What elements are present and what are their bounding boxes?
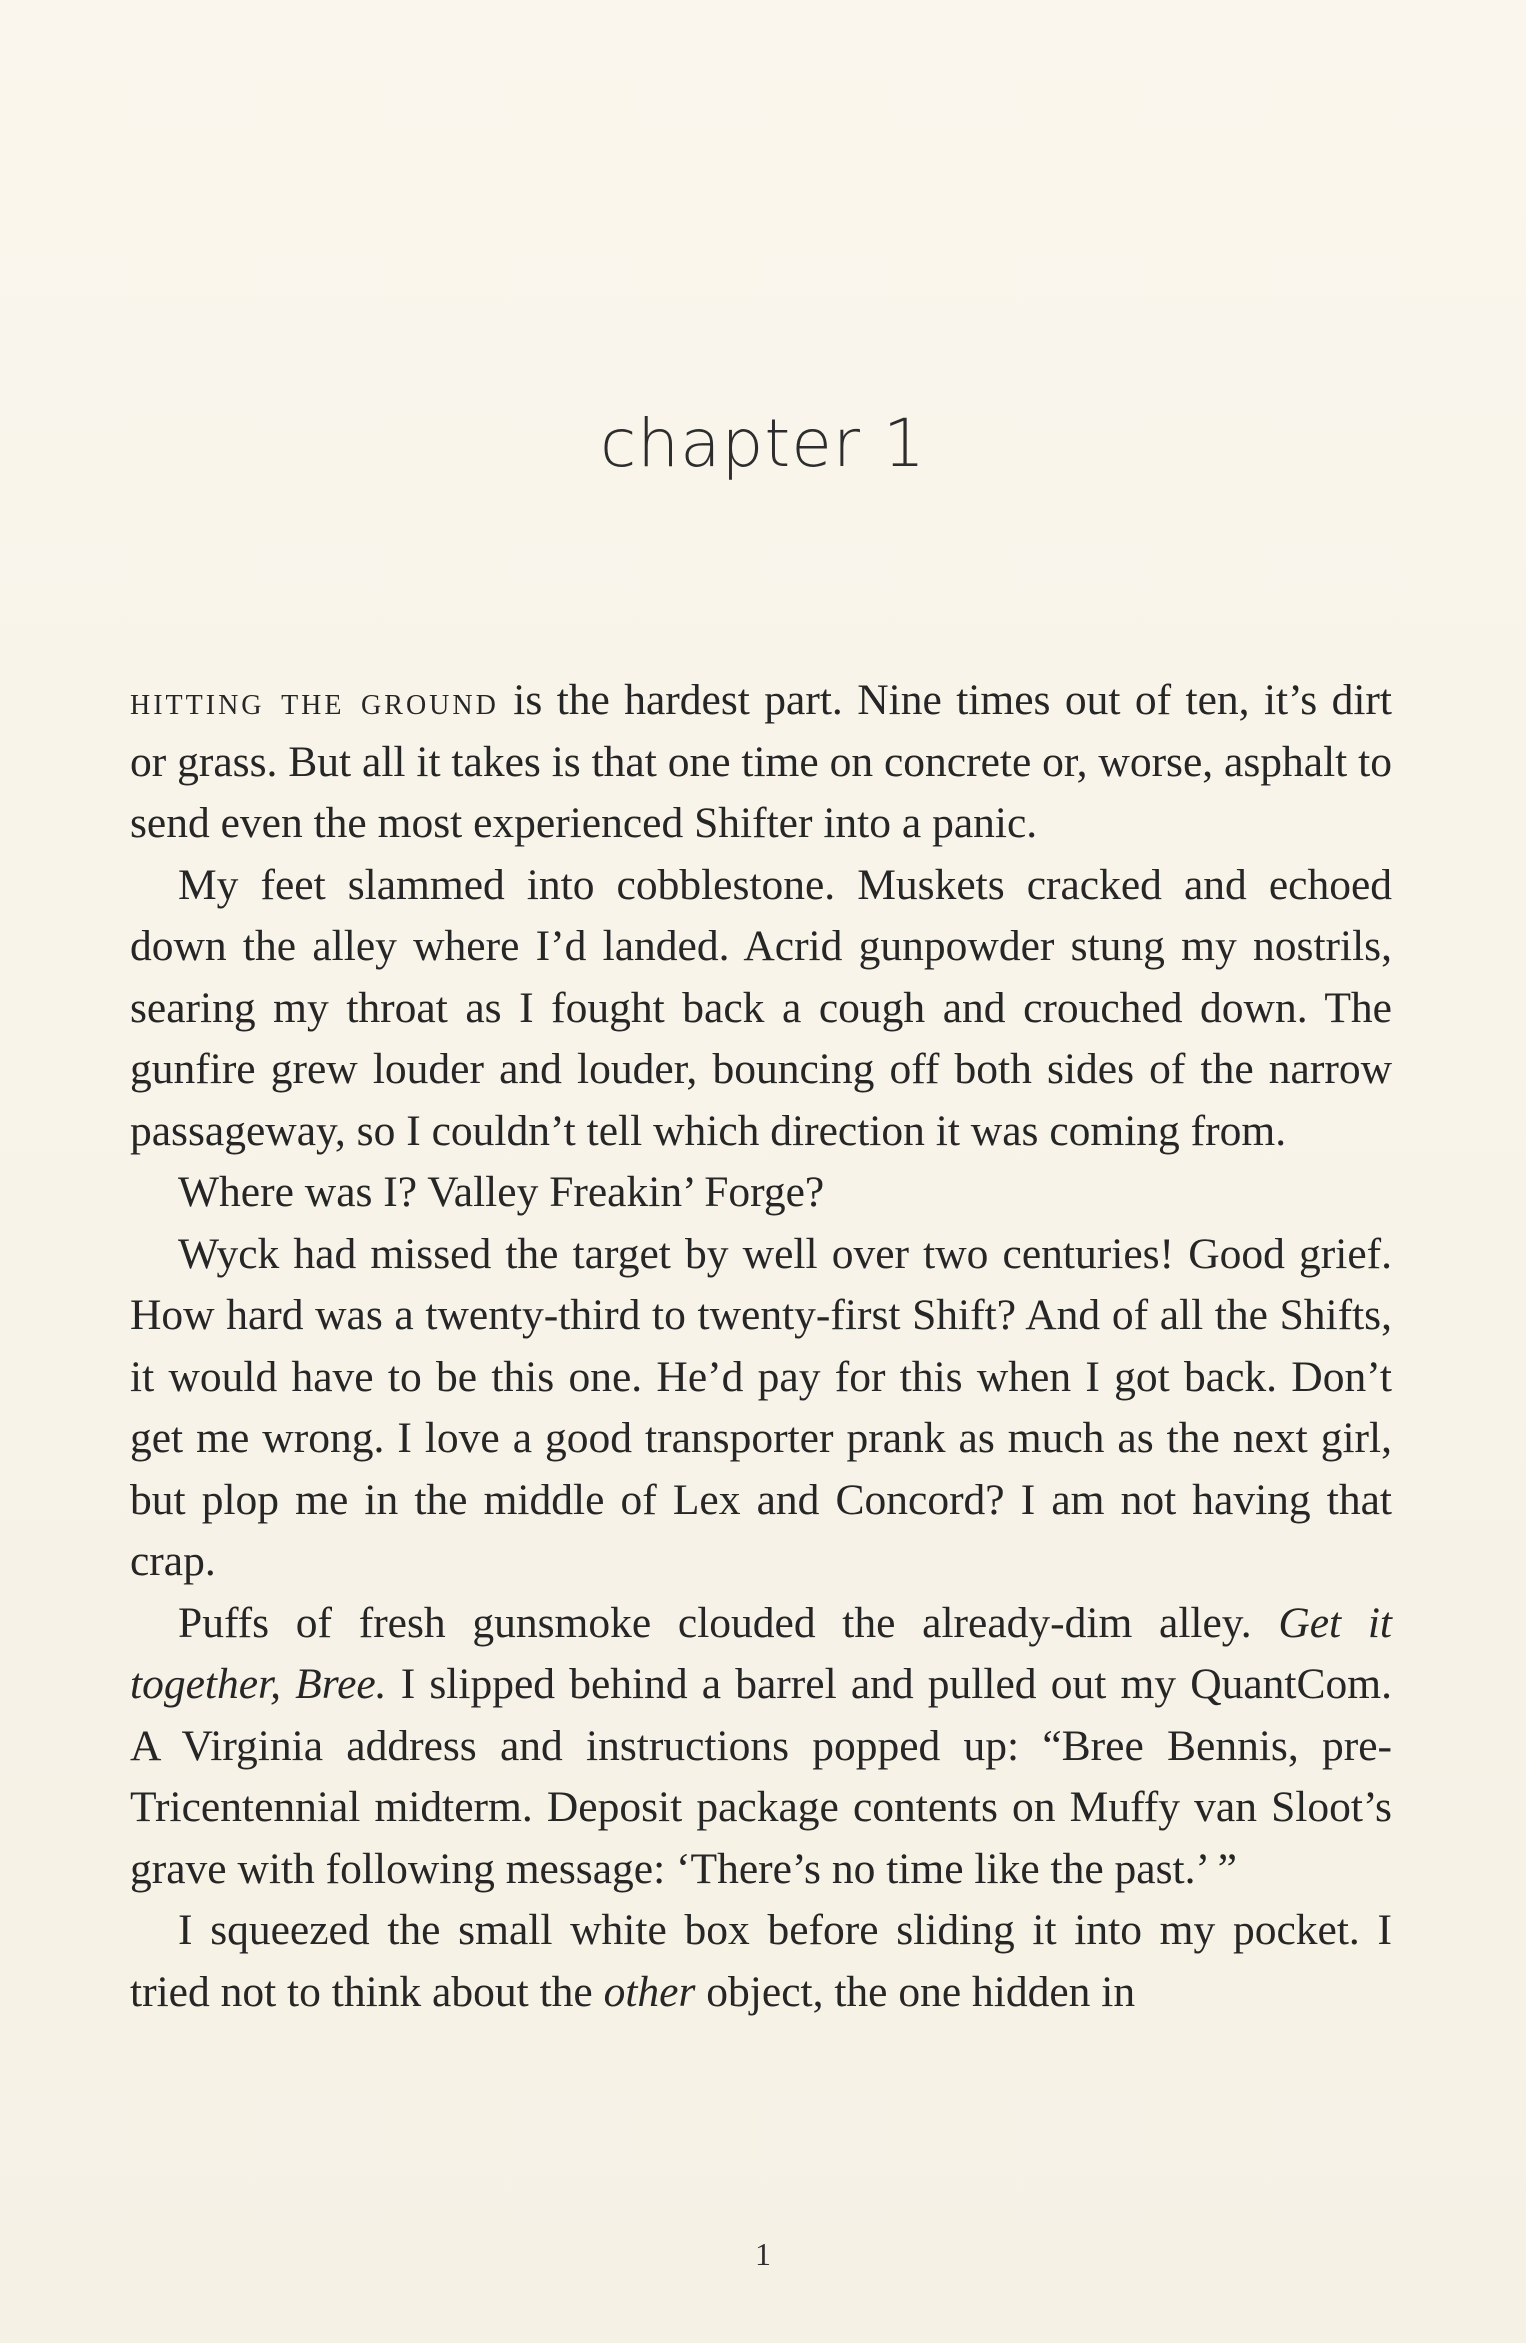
paragraph-5	[130, 1593, 1392, 1901]
paragraph-6-text-b: object, the one hidden in	[695, 1967, 1136, 2016]
page-number: 1	[755, 2236, 771, 2272]
paragraph-5-text-b: I slipped behind a barrel and pulled out my QuantCom. A Virginia address and instructions popped up: “Bree Bennis, pre-Tricentennial midterm. Deposit package contents on Muffy van Sloot’s grave with following message: ‘There’s no time like the past.’ ”	[130, 1660, 1392, 1893]
paragraph-3: Where was I? Valley Freakin’ Forge?	[178, 1168, 825, 1216]
chapter-title: chapter 1	[599, 405, 927, 482]
opening-small-caps: hitting the ground	[130, 678, 499, 723]
paragraph-6	[130, 1900, 1392, 2023]
paragraph-5-text-a: Puffs of fresh gunsmoke clouded the already-dim alley.	[178, 1598, 1279, 1647]
paragraph-6-italic: other	[603, 1967, 696, 2016]
paragraph-1	[130, 670, 1392, 855]
paragraph-5-italic: Get it together, Bree.	[130, 1598, 1392, 1708]
paragraph-2: My feet slammed into cobblestone. Muskets cracked and echoed down the alley where I’d landed. Acrid gunpowder stung my nostrils, searing my throat as I fought back a cough and crouched down. The gunfire grew louder and louder, bouncing off both sides of the narrow passageway, so I couldn’t tell which direction it was coming from.	[130, 860, 1392, 1155]
paragraph-1-text: is the hardest part. Nine times out of ten, it’s dirt or grass. But all it takes is that one time on concrete or, worse, asphalt to send even the most experienced Shifter into a panic.	[130, 676, 1392, 847]
chapter-body	[130, 670, 1392, 2023]
paragraph-4: Wyck had missed the target by well over two centuries! Good grief. How hard was a twenty-third to twenty-first Shift? And of all the Shifts, it would have to be this one. He’d pay for this when I got back. Don’t get me wrong. I love a good transporter prank as much as the next girl, but plop me in the middle of Lex and Concord? I am not having that crap.	[130, 1229, 1392, 1585]
paragraph-6-text-a: I squeezed the small white box before sliding it into my pocket. I tried not to think about the	[130, 1906, 1392, 2016]
